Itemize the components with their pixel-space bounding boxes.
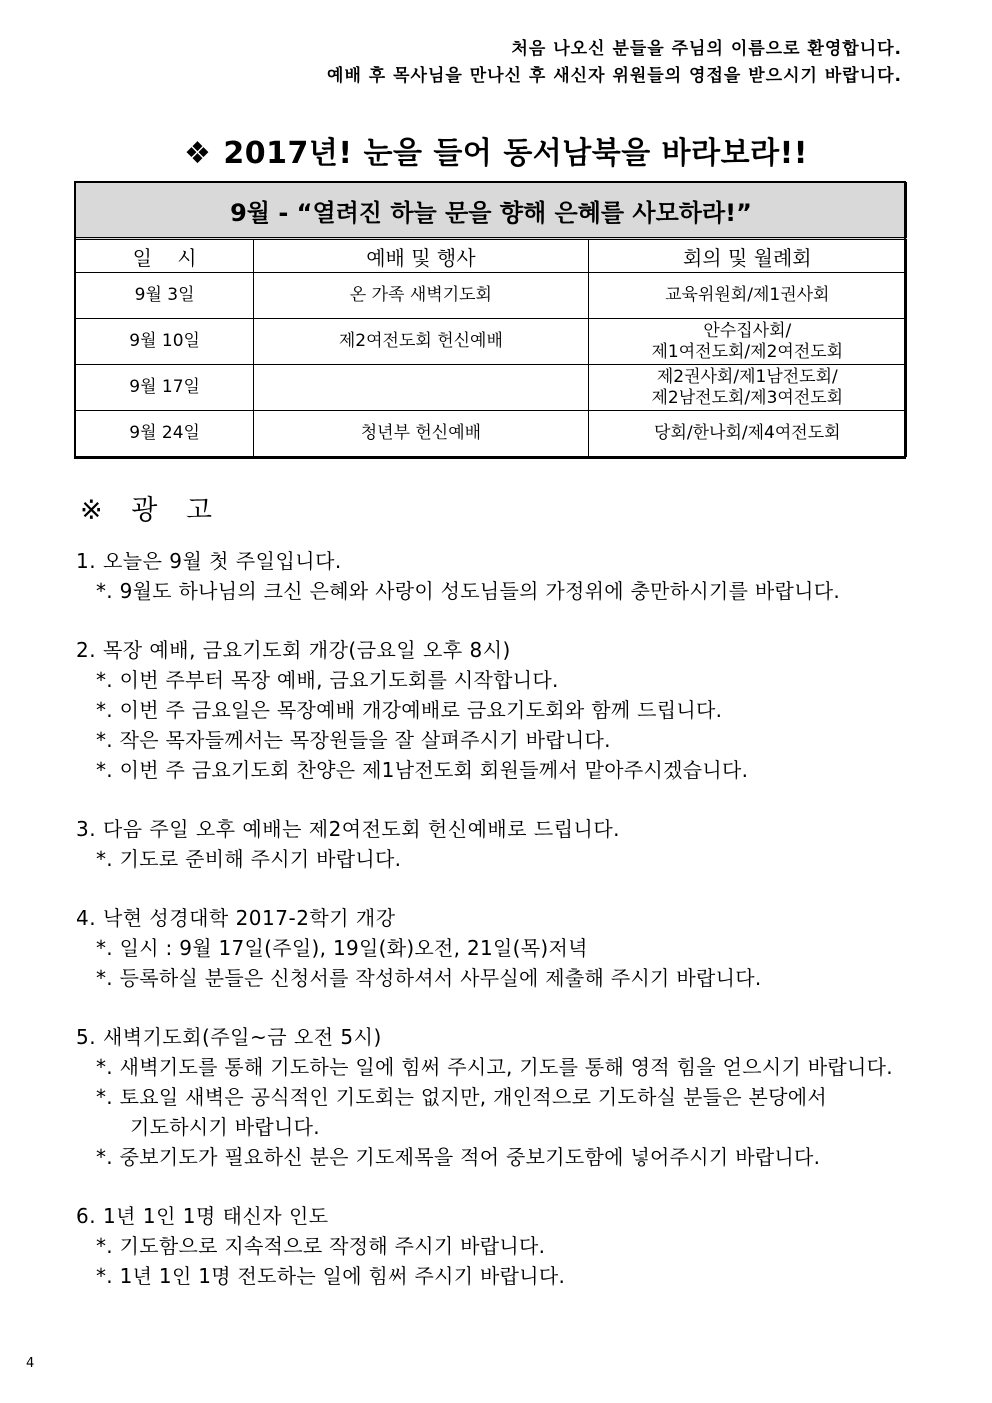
monthly-schedule-table [75,182,907,457]
header-meeting: 회의 및 월례회 [588,239,906,273]
row-meeting-line: 교육위원회/제1권사회 [665,285,830,305]
notice-detail: *. 일시 : 9월 17일(주일), 19일(화)오전, 21일(목)저녁 [96,936,588,960]
row-meeting-line: 제2권사회/제1남전도회/ [656,366,838,387]
row-meeting-line: 안수집사회/ [703,320,792,341]
header-event: 예배 및 행사 [254,239,588,273]
notice-title: 3. 다음 주일 오후 예배는 제2여전도회 헌신예배로 드립니다. [76,817,621,841]
row-meeting-line: 제2남전도회/제3여전도회 [651,387,844,408]
notices-list [76,546,956,1320]
notice-detail: *. 1년 1인 1명 전도하는 일에 힘써 주시기 바랍니다. [96,1264,566,1288]
notice-detail: *. 이번 주 금요일은 목장예배 개강예배로 금요기도회와 함께 드립니다. [96,698,723,722]
table-row [76,273,907,319]
row-event: 온 가족 새벽기도회 [254,273,588,319]
table-header-row [76,239,907,273]
notice-item [76,635,956,785]
row-date: 9월 10일 [76,319,254,365]
row-meeting-line: 당회/한나회/제4여전도회 [654,423,841,443]
table-row [76,365,907,411]
notice-item [76,1201,956,1291]
row-date: 9월 17일 [76,365,254,411]
notice-title: 6. 1년 1인 1명 태신자 인도 [76,1204,329,1228]
notice-detail: *. 새벽기도를 통해 기도하는 일에 힘써 주시고, 기도를 통해 영적 힘을 얻으시기 바랍니다. [96,1055,893,1079]
row-date: 9월 3일 [76,273,254,319]
notice-detail: *. 이번 주 금요기도회 찬양은 제1남전도회 회원들께서 맡아주시겠습니다. [96,758,749,782]
notice-detail: *. 기도로 준비해 주시기 바랍니다. [96,847,402,871]
notice-title: 1. 오늘은 9월 첫 주일입니다. [76,549,342,573]
month-title: 9월 - “열려진 하늘 문을 향해 은혜를 사모하라!” [76,183,907,239]
notice-item [76,903,956,993]
welcome-message [327,36,902,90]
notice-detail: *. 이번 주부터 목장 예배, 금요기도회를 시작합니다. [96,668,559,692]
row-meeting [588,365,906,411]
notice-title: 5. 새벽기도회(주일~금 오전 5시) [76,1025,382,1049]
row-meeting [588,319,906,365]
row-event [254,365,588,411]
row-date: 9월 24일 [76,411,254,457]
notice-title: 2. 목장 예배, 금요기도회 개강(금요일 오후 8시) [76,638,511,662]
row-meeting-line: 제1여전도회/제2여전도회 [651,341,844,362]
notice-detail: *. 중보기도가 필요하신 분은 기도제목을 적어 중보기도함에 넣어주시기 바랍니다. [96,1145,821,1169]
page-number: 4 [26,1356,35,1371]
notices-heading: ※ 광 고 [80,495,222,526]
notice-detail: *. 작은 목자들께서는 목장원들을 잘 살펴주시기 바랍니다. [96,728,611,752]
notice-item [76,546,956,606]
table-row [76,319,907,365]
notice-detail: 기도하시기 바랍니다. [130,1115,320,1139]
notice-title: 4. 낙현 성경대학 2017-2학기 개강 [76,906,396,930]
row-event: 제2여전도회 헌신예배 [254,319,588,365]
welcome-line-2: 예배 후 목사님을 만나신 후 새신자 위원들의 영접을 받으시기 바랍니다. [327,66,902,86]
yearly-theme [0,132,992,176]
row-event: 청년부 헌신예배 [254,411,588,457]
row-meeting [588,411,906,457]
notice-detail: *. 9월도 하나님의 크신 은혜와 사랑이 성도님들의 가정위에 충만하시기를 바랍니다. [96,579,841,603]
welcome-line-1: 처음 나오신 분들을 주님의 이름으로 환영합니다. [511,39,902,59]
notice-detail: *. 토요일 새벽은 공식적인 기도회는 없지만, 개인적으로 기도하실 분들은 본당에서 [96,1085,827,1109]
month-title-row [76,183,907,239]
notice-detail: *. 등록하실 분들은 신청서를 작성하셔서 사무실에 제출해 주시기 바랍니다. [96,966,762,990]
diamond-icon: ❖ [184,136,212,171]
header-date: 일 시 [76,239,254,273]
table-row [76,411,907,457]
notice-item [76,1022,956,1172]
notice-item [76,814,956,874]
notice-detail: *. 기도함으로 지속적으로 작정해 주시기 바랍니다. [96,1234,546,1258]
row-meeting [588,273,906,319]
theme-title: 2017년! 눈을 들어 동서남북을 바라보라!! [223,136,808,171]
